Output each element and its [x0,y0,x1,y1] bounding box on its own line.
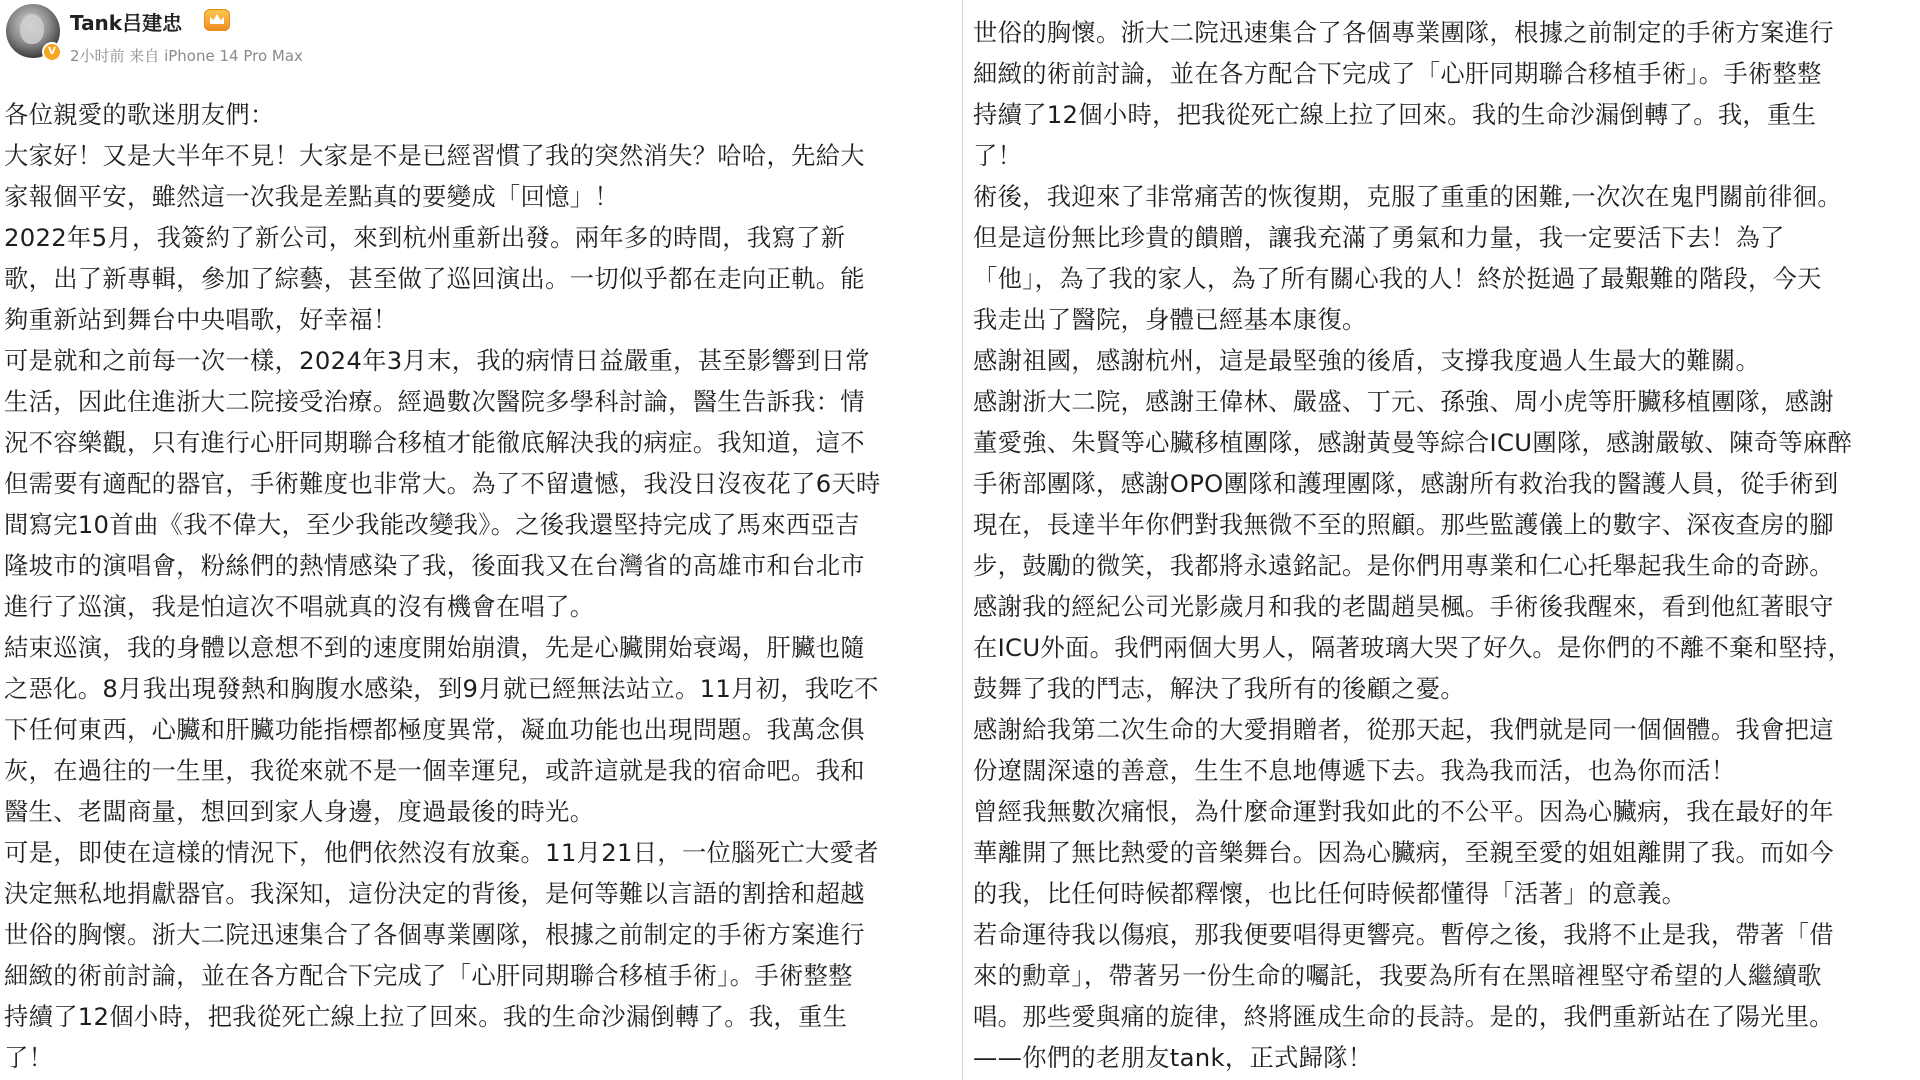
post-header [0,0,963,86]
post-paragraph: 可是，即使在這樣的情況下，他們依然沒有放棄。11月21日，一位腦死亡大愛者 決定無私地捐獻器官。我深知，這份決定的背後，是何等難以言語的割捨和超越 世俗的胸懷。浙大二院迅速集合了各個專業團隊，根據之前制定的手術方案進行 細緻的術前討論，並在各方配合下完成了「心肝同期聯合移植手術」。手術整整 持續了12個小時，把我從死亡線上拉了回來。我的生命沙漏倒轉了。我，重生 了！ [4,838,879,1072]
post-body-left [4,94,959,1078]
post-paragraph: 結束巡演，我的身體以意想不到的速度開始崩潰，先是心臟開始衰竭，肝臟也隨 之惡化。8月我出現發熱和胸腹水感染，到9月就已經無法站立。11月初，我吃不 下任何東西，心臟和肝臟功能指標都極度異常，凝血功能也出現問題。我萬念俱 灰，在過往的一生里，我從來就不是一個幸運兒，或許這就是我的宿命吧。我和 醫生、老闆商量，想回到家人身邊，度過最後的時光。 [4,633,879,826]
post-paragraph: 可是就和之前每一次一樣，2024年3月末，我的病情日益嚴重，甚至影響到日常 生活，因此住進浙大二院接受治療。經過數次醫院多學科討論，醫生告訴我：情 況不容樂觀，只有進行心肝同期聯合移植才能徹底解決我的病症。我知道，這不 但需要有適配的器官，手術難度也非常大。為了不留遺憾，我没日沒夜花了6天時 間寫完10首曲《我不偉大，至少我能改變我》。之後我還堅持完成了馬來西亞吉 隆坡市的演唱會，粉絲們的熱情感染了我，後面我又在台灣省的高雄市和台北市 進行了巡演，我是怕這次不唱就真的沒有機會在唱了。 [4,346,881,621]
crown-icon[interactable] [204,9,230,31]
post-signoff: ——你們的老朋友tank，正式歸隊！ [973,1043,1373,1072]
verified-badge-icon: V [42,42,62,62]
post-paragraph: 感謝我的經紀公司光影歲月和我的老闆趙昊楓。手術後我醒來，看到他紅著眼守 在ICU外面。我們兩個大男人，隔著玻璃大哭了好久。是你們的不離不棄和堅持， 鼓舞了我的鬥志，解決了我所有的後顧之憂。 [973,592,1853,703]
username[interactable]: Tank吕建忠 [70,11,183,35]
post-body-right [973,12,1913,1078]
post-paragraph: 世俗的胸懷。浙大二院迅速集合了各個專業團隊，根據之前制定的手術方案進行 細緻的術前討論，並在各方配合下完成了「心肝同期聯合移植手術」。手術整整 持續了12個小時，把我從死亡線上拉了回來。我的生命沙漏倒轉了。我，重生 了！ [973,18,1834,170]
post-paragraph: 大家好！又是大半年不見！大家是不是已經習慣了我的突然消失？哈哈，先給大 家報個平安，雖然這一次我是差點真的要變成「回憶」！ [4,141,865,211]
post-paragraph: 2022年5月，我簽約了新公司，來到杭州重新出發。兩年多的時間，我寫了新 歌，出了新專輯，參加了綜藝，甚至做了巡回演出。一切似乎都在走向正軌。能 夠重新站到舞台中央唱歌，好幸福！ [4,223,865,334]
post-paragraph: 曾經我無數次痛恨，為什麼命運對我如此的不公平。因為心臟病，我在最好的年 華離開了無比熱愛的音樂舞台。因為心臟病，至親至愛的姐姐離開了我。而如今 的我，比任何時候都釋懷，也比任何時候都懂得「活著」的意義。 [973,797,1834,908]
post-paragraph: 感謝浙大二院，感謝王偉林、嚴盛、丁元、孫強、周小虎等肝臟移植團隊，感謝 董愛強、朱賢等心臟移植團隊，感謝黃曼等綜合ICU團隊，感謝嚴敏、陳奇等麻醉 手術部團隊，感謝OPO團隊和護理團隊，感謝所有救治我的醫護人員，從手術到 現在，長達半年你們對我無微不至的照顧。那些監護儀上的數字、深夜查房的腳 步，鼓勵的微笑，我都將永遠銘記。是你們用專業和仁心托舉起我生命的奇跡。 [973,387,1853,580]
post-paragraph: 若命運待我以傷痕，那我便要唱得更響亮。暫停之後，我將不止是我，帶著「借 來的勳章」，帶著另一份生命的囑託，我要為所有在黑暗裡堅守希望的人繼續歌 唱。那些愛與痛的旋律，終將匯成生命的長詩。是的，我們重新站在了陽光里。 [973,920,1834,1031]
post-meta: 2小时前 来自 iPhone 14 Pro Max [70,47,303,65]
post-paragraph: 各位親愛的歌迷朋友們： [4,100,275,129]
post-paragraph: 感謝給我第二次生命的大愛捐贈者，從那天起，我們就是同一個個體。我會把這 份遼闊深遠的善意，生生不息地傳遞下去。我為我而活，也為你而活！ [973,715,1834,785]
right-post-panel [963,0,1920,1080]
post-paragraph: 感謝祖國，感謝杭州，這是最堅強的後盾，支撐我度過人生最大的難關。 [973,346,1761,375]
post-paragraph: 術後，我迎來了非常痛苦的恢復期，克服了重重的困難,一次次在鬼門關前徘徊。 但是這份無比珍貴的饋贈，讓我充滿了勇氣和力量，我一定要活下去！為了 「他」，為了我的家人，為了所有關心我的人！終於挺過了最艱難的階段，今天 我走出了醫院，身體已經基本康復。 [973,182,1842,334]
avatar-photo [20,14,44,44]
